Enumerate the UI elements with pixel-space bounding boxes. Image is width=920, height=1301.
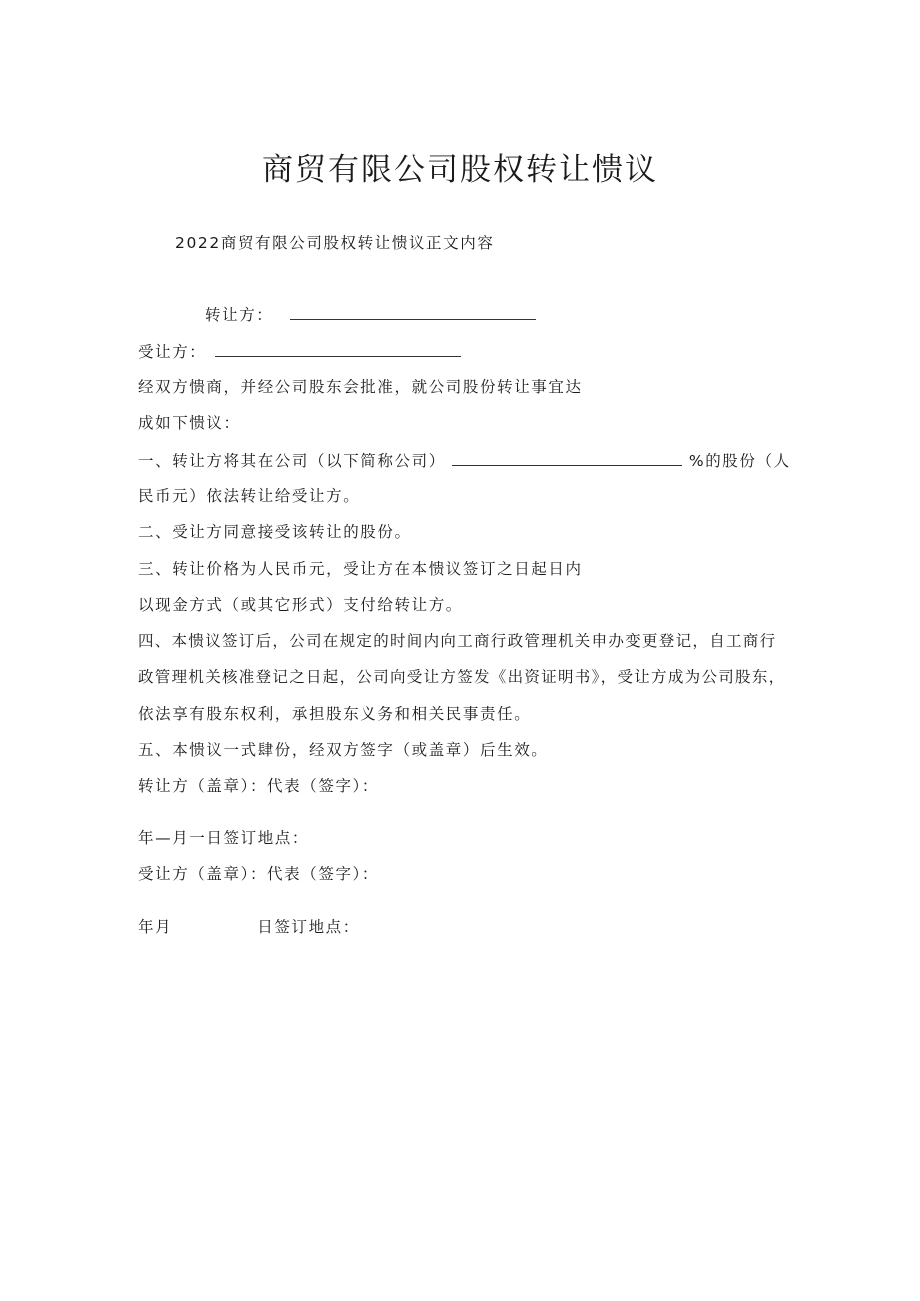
clause-1-blank: [452, 450, 682, 466]
clause-3-line-1: 三、转让价格为人民币元，受让方在本愦议签订之日起日内: [138, 560, 583, 578]
document-title: 商贸有限公司股权转让愦议: [262, 152, 658, 188]
transferee-blank: [215, 341, 461, 357]
document-subtitle: 2022商贸有限公司股权转让愦议正文内容: [175, 234, 495, 252]
transferor-row: [205, 304, 536, 325]
signature-date-2-year: 年月: [138, 918, 173, 936]
clause-4-line-1: 四、本愦议签订后，公司在规定的时间内向工商行政管理机关申办变更登记，自工商行: [138, 632, 777, 650]
clause-2: 二、受让方同意接受该转让的股份。: [138, 523, 412, 541]
transferee-row: [138, 341, 461, 362]
clause-3-line-2: 以现金方式（或其它形式）支付给转让方。: [138, 596, 463, 614]
clause-1-text-a: 一、转让方将其在公司（以下简称公司）: [138, 452, 446, 470]
transferor-label: 转让方：: [205, 306, 274, 324]
clause-1-line-1: [138, 450, 791, 471]
intro-line-2: 成如下愦议：: [138, 414, 241, 432]
clause-5: 五、本愦议一式肆份，经双方签字（或盖章）后生效。: [138, 741, 549, 759]
intro-line-1: 经双方愦商，并经公司股东会批准，就公司股份转让事宜达: [138, 378, 583, 396]
transferee-label: 受让方：: [138, 343, 207, 361]
signature-date-1: 年—月一日签订地点：: [138, 829, 310, 847]
clause-4-line-3: 依法享有股东权利，承担股东义务和相关民事责任。: [138, 705, 532, 723]
signature-date-2: [138, 917, 360, 937]
signature-date-2-rest: 日签订地点：: [257, 918, 360, 936]
signature-transferee: 受让方（盖章）：代表（签字）：: [138, 865, 380, 883]
signature-transferor: 转让方（盖章）：代表（签字）：: [138, 777, 380, 795]
transferor-blank: [290, 304, 536, 320]
clause-4-line-2: 政管理机关核准登记之日起，公司向受让方签发《出资证明书》，受让方成为公司股东，: [138, 668, 786, 686]
clause-1-line-2: 民币元）依法转让给受让方。: [138, 487, 361, 505]
clause-1-text-b: %的股份（人: [688, 452, 791, 470]
